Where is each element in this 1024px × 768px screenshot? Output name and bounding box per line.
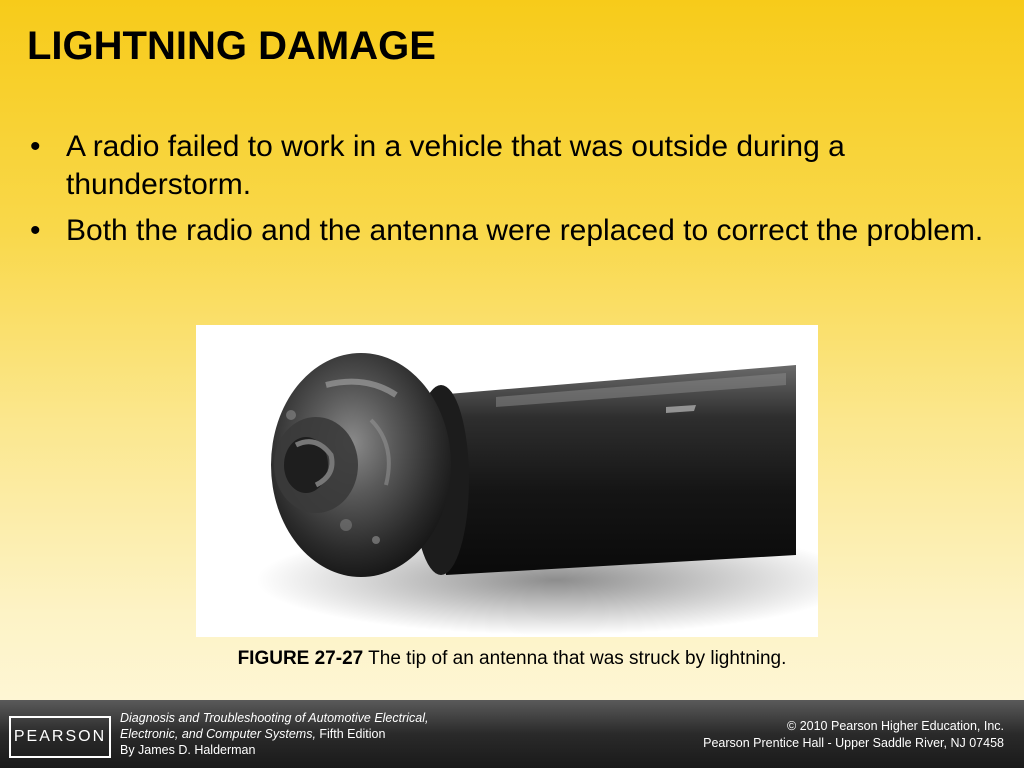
bullet-list — [30, 128, 990, 258]
bullet-item — [30, 212, 990, 250]
book-author: By James D. Halderman — [120, 743, 256, 757]
slide-title: LIGHTNING DAMAGE — [27, 24, 436, 68]
book-title-line1: Diagnosis and Troubleshooting of Automotive Electrical, — [120, 711, 429, 725]
bullet-glyph: • — [30, 130, 41, 163]
book-title-line2: Electronic, and Computer Systems, — [120, 727, 316, 741]
footer — [0, 700, 1024, 768]
antenna-photo-drawing — [196, 325, 818, 637]
book-edition: Fifth Edition — [315, 727, 386, 741]
bullet-item — [30, 128, 990, 204]
copyright-line2: Pearson Prentice Hall - Upper Saddle River, NJ 07458 — [703, 736, 1004, 750]
bullet-text: A radio failed to work in a vehicle that was outside during a thunderstorm. — [66, 130, 845, 201]
antenna-tip-photo — [196, 325, 818, 637]
figure-caption — [0, 648, 1024, 670]
copyright-line1: © 2010 Pearson Higher Education, Inc. — [787, 719, 1004, 733]
copyright — [703, 718, 1004, 752]
pearson-logo: PEARSON — [9, 716, 111, 758]
book-info — [120, 710, 540, 758]
figure-caption-text: The tip of an antenna that was struck by lightning. — [368, 648, 787, 669]
bullet-glyph: • — [30, 214, 41, 247]
bullet-text: Both the radio and the antenna were replaced to correct the problem. — [66, 214, 984, 247]
figure-number: FIGURE 27-27 — [237, 648, 364, 669]
